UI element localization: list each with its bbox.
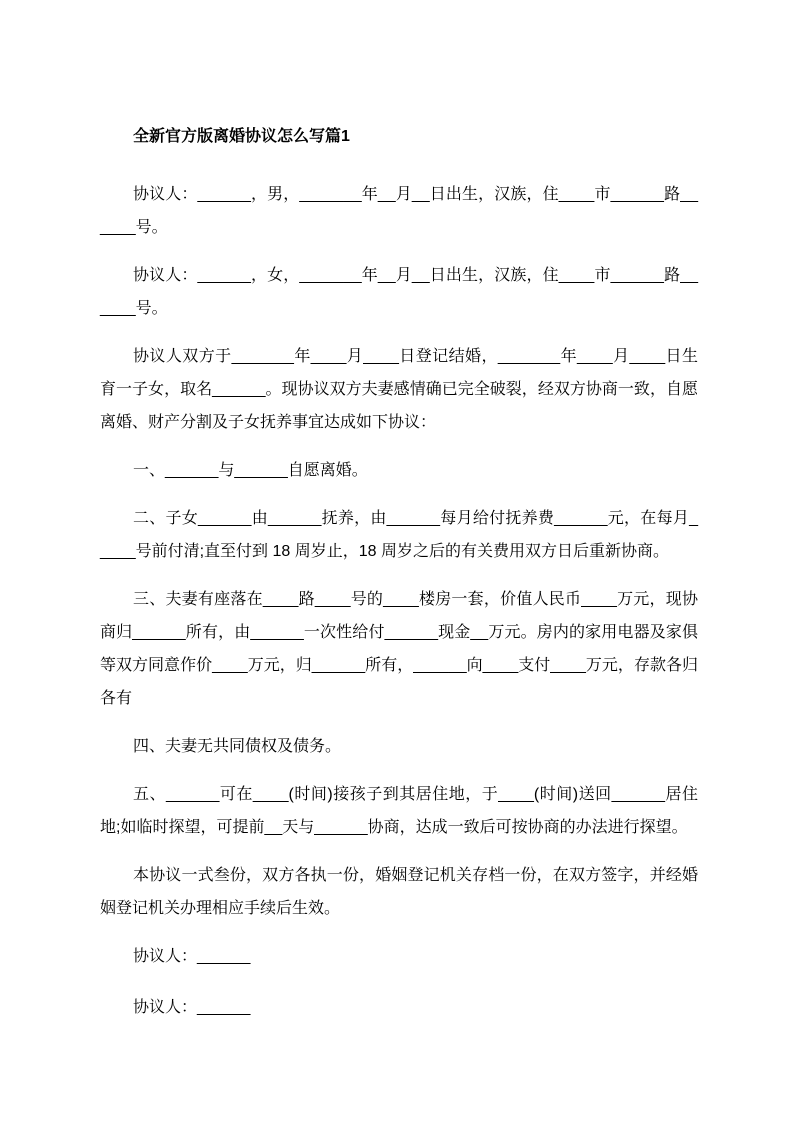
signature-line-party-b: 协议人：______	[133, 999, 251, 1016]
clause-4-debts: 四、夫妻无共同债权及债务。	[133, 738, 342, 755]
clause-3-property-division: 三、夫妻有座落在____路____号的____楼房一套，价值人民币____万元，现协商归______所有，由______一次性给付______现金__万元。房内的家用电器及家俱等双方同意作价____万元，归______所有，______向____支付____万元，存款各归各有	[100, 591, 698, 707]
party-b-info-paragraph: 协议人：______，女，_______年__月__日出生，汉族，住____市______路______号。	[100, 267, 698, 317]
clause-1-voluntary-divorce: 一、______与______自愿离婚。	[133, 462, 368, 479]
marriage-registration-paragraph: 协议人双方于_______年____月____日登记结婚，_______年____月____日生育一子女，取名______。现协议双方夫妻感情确已完全破裂，经双方协商一致，自愿离婚、财产分割及子女抚养事宜达成如下协议：	[100, 348, 698, 431]
document-title: 全新官方版离婚协议怎么写篇1	[133, 128, 350, 145]
closing-effectiveness-paragraph: 本协议一式叁份，双方各执一份，婚姻登记机关存档一份，在双方签字，并经婚姻登记机关办理相应手续后生效。	[100, 867, 698, 917]
party-a-info-paragraph: 协议人：______，男，_______年__月__日出生，汉族，住____市______路______号。	[100, 186, 698, 236]
clause-2-child-support: 二、子女______由______抚养，由______每月给付抚养费______元，在每月_____号前付清;直至付到 18 周岁止，18 周岁之后的有关费用双方日后重新协商。	[100, 510, 698, 560]
clause-5-visitation: 五、______可在____(时间)接孩子到其居住地，于____(时间)送回______居住地;如临时探望，可提前__天与______协商，达成一致后可按协商的办法进行探望。	[100, 786, 698, 836]
signature-line-party-a: 协议人：______	[133, 948, 251, 965]
